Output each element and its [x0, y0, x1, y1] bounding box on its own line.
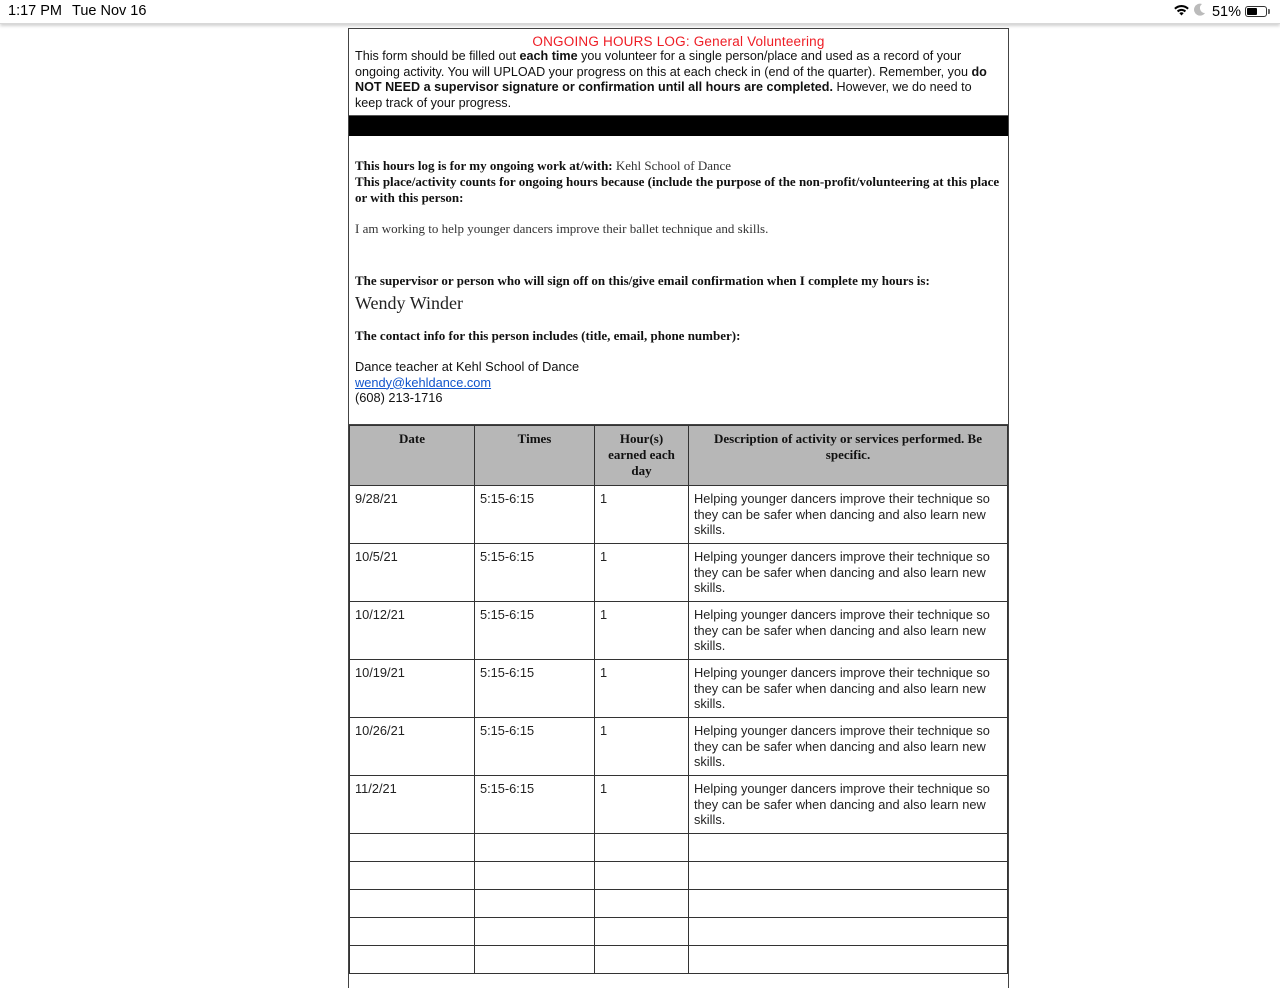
cell-date[interactable]: 11/2/21 [350, 776, 475, 834]
empty-table-row [350, 862, 1008, 890]
empty-cell[interactable] [689, 862, 1008, 890]
supervisor-value[interactable]: Wendy Winder [355, 293, 463, 313]
do-not-disturb-moon-icon [1194, 3, 1206, 21]
status-date: Tue Nov 16 [72, 3, 147, 19]
empty-table-row [350, 890, 1008, 918]
intro-paragraph [355, 49, 1002, 111]
wifi-icon [1173, 3, 1190, 21]
intro-text-1: This form should be filled out [355, 49, 520, 63]
cell-hours[interactable]: 1 [595, 776, 689, 834]
table-row [350, 776, 1008, 834]
table-row [350, 660, 1008, 718]
cell-times[interactable]: 5:15-6:15 [475, 660, 595, 718]
hours-log-table [349, 425, 1008, 974]
status-time: 1:17 PM [8, 3, 62, 19]
table-row [350, 602, 1008, 660]
column-header-times: Times [475, 426, 595, 486]
cell-hours[interactable]: 1 [595, 660, 689, 718]
empty-table-row [350, 834, 1008, 862]
empty-cell[interactable] [595, 834, 689, 862]
empty-cell[interactable] [350, 862, 475, 890]
work-at-label: This hours log is for my ongoing work at/with: [355, 158, 613, 173]
empty-cell[interactable] [350, 918, 475, 946]
cell-times[interactable]: 5:15-6:15 [475, 718, 595, 776]
document-title: ONGOING HOURS LOG: General Volunteering [532, 34, 825, 49]
cell-date[interactable]: 9/28/21 [350, 486, 475, 544]
intro-bold-1: each time [519, 49, 578, 63]
cell-hours[interactable]: 1 [595, 602, 689, 660]
empty-cell[interactable] [475, 890, 595, 918]
info-section [349, 136, 1008, 425]
section-divider-bar [349, 116, 1008, 136]
empty-cell[interactable] [350, 890, 475, 918]
document-page [348, 28, 1009, 988]
empty-cell[interactable] [595, 918, 689, 946]
column-header-description: Description of activity or services performed. Be specific. [689, 426, 1008, 486]
cell-hours[interactable]: 1 [595, 718, 689, 776]
empty-cell[interactable] [475, 834, 595, 862]
status-bar [0, 0, 1280, 24]
contact-phone[interactable]: (608) 213-1716 [355, 390, 443, 405]
column-header-hours: Hour(s) earned each day [595, 426, 689, 486]
intro-section [349, 29, 1008, 116]
contact-email-line [355, 375, 1002, 391]
empty-cell[interactable] [689, 834, 1008, 862]
table-header-row [350, 426, 1008, 486]
cell-date[interactable]: 10/12/21 [350, 602, 475, 660]
empty-table-row [350, 918, 1008, 946]
empty-cell[interactable] [595, 890, 689, 918]
cell-description[interactable]: Helping younger dancers improve their technique so they can be safer when dancing and also learn new skills. [689, 718, 1008, 776]
work-at-value[interactable]: Kehl School of Dance [612, 158, 732, 173]
cell-times[interactable]: 5:15-6:15 [475, 602, 595, 660]
intro-text-2: you volunteer for a single person/place and used as a record of your ongoing activity. You will UPLOAD your progress on this at each check in (end of the quarter). Remember, you [355, 49, 972, 79]
cell-description[interactable]: Helping younger dancers improve their technique so they can be safer when dancing and also learn new skills. [689, 602, 1008, 660]
empty-cell[interactable] [689, 890, 1008, 918]
empty-cell[interactable] [475, 918, 595, 946]
column-header-date: Date [350, 426, 475, 486]
contact-title[interactable]: Dance teacher at Kehl School of Dance [355, 359, 580, 374]
battery-icon [1245, 6, 1267, 17]
intro-text-3: However, we do need to keep track of your progress. [355, 80, 972, 110]
table-row [350, 718, 1008, 776]
cell-description[interactable]: Helping younger dancers improve their technique so they can be safer when dancing and also learn new skills. [689, 544, 1008, 602]
cell-hours[interactable]: 1 [595, 486, 689, 544]
table-row [350, 544, 1008, 602]
table-row [350, 486, 1008, 544]
cell-date[interactable]: 10/5/21 [350, 544, 475, 602]
empty-cell[interactable] [689, 918, 1008, 946]
purpose-value[interactable]: I am working to help younger dancers improve their ballet technique and skills. [355, 221, 769, 236]
empty-cell[interactable] [350, 834, 475, 862]
supervisor-label: The supervisor or person who will sign off on this/give email confirmation when I complete my hours is: [355, 273, 930, 288]
contact-email-link[interactable]: wendy@kehldance.com [355, 374, 492, 390]
battery-percent: 51% [1211, 3, 1241, 20]
cell-times[interactable]: 5:15-6:15 [475, 486, 595, 544]
empty-cell[interactable] [475, 862, 595, 890]
empty-cell[interactable] [595, 862, 689, 890]
cell-date[interactable]: 10/19/21 [350, 660, 475, 718]
intro-bold-2: do NOT NEED a supervisor signature or confirmation until all hours are completed. [355, 64, 987, 94]
cell-date[interactable]: 10/26/21 [350, 718, 475, 776]
cell-times[interactable]: 5:15-6:15 [475, 544, 595, 602]
cell-hours[interactable]: 1 [595, 544, 689, 602]
cell-description[interactable]: Helping younger dancers improve their technique so they can be safer when dancing and also learn new skills. [689, 776, 1008, 834]
status-indicators [1173, 3, 1270, 20]
contact-label: The contact info for this person includes (title, email, phone number): [355, 328, 741, 343]
purpose-label: This place/activity counts for ongoing hours because (include the purpose of the non-profit/volunteering at this place or with this person: [355, 174, 1000, 205]
cell-description[interactable]: Helping younger dancers improve their technique so they can be safer when dancing and also learn new skills. [689, 660, 1008, 718]
cell-description[interactable]: Helping younger dancers improve their technique so they can be safer when dancing and also learn new skills. [689, 486, 1008, 544]
battery-cap [1268, 9, 1270, 14]
work-at-field [355, 158, 1002, 174]
cell-times[interactable]: 5:15-6:15 [475, 776, 595, 834]
